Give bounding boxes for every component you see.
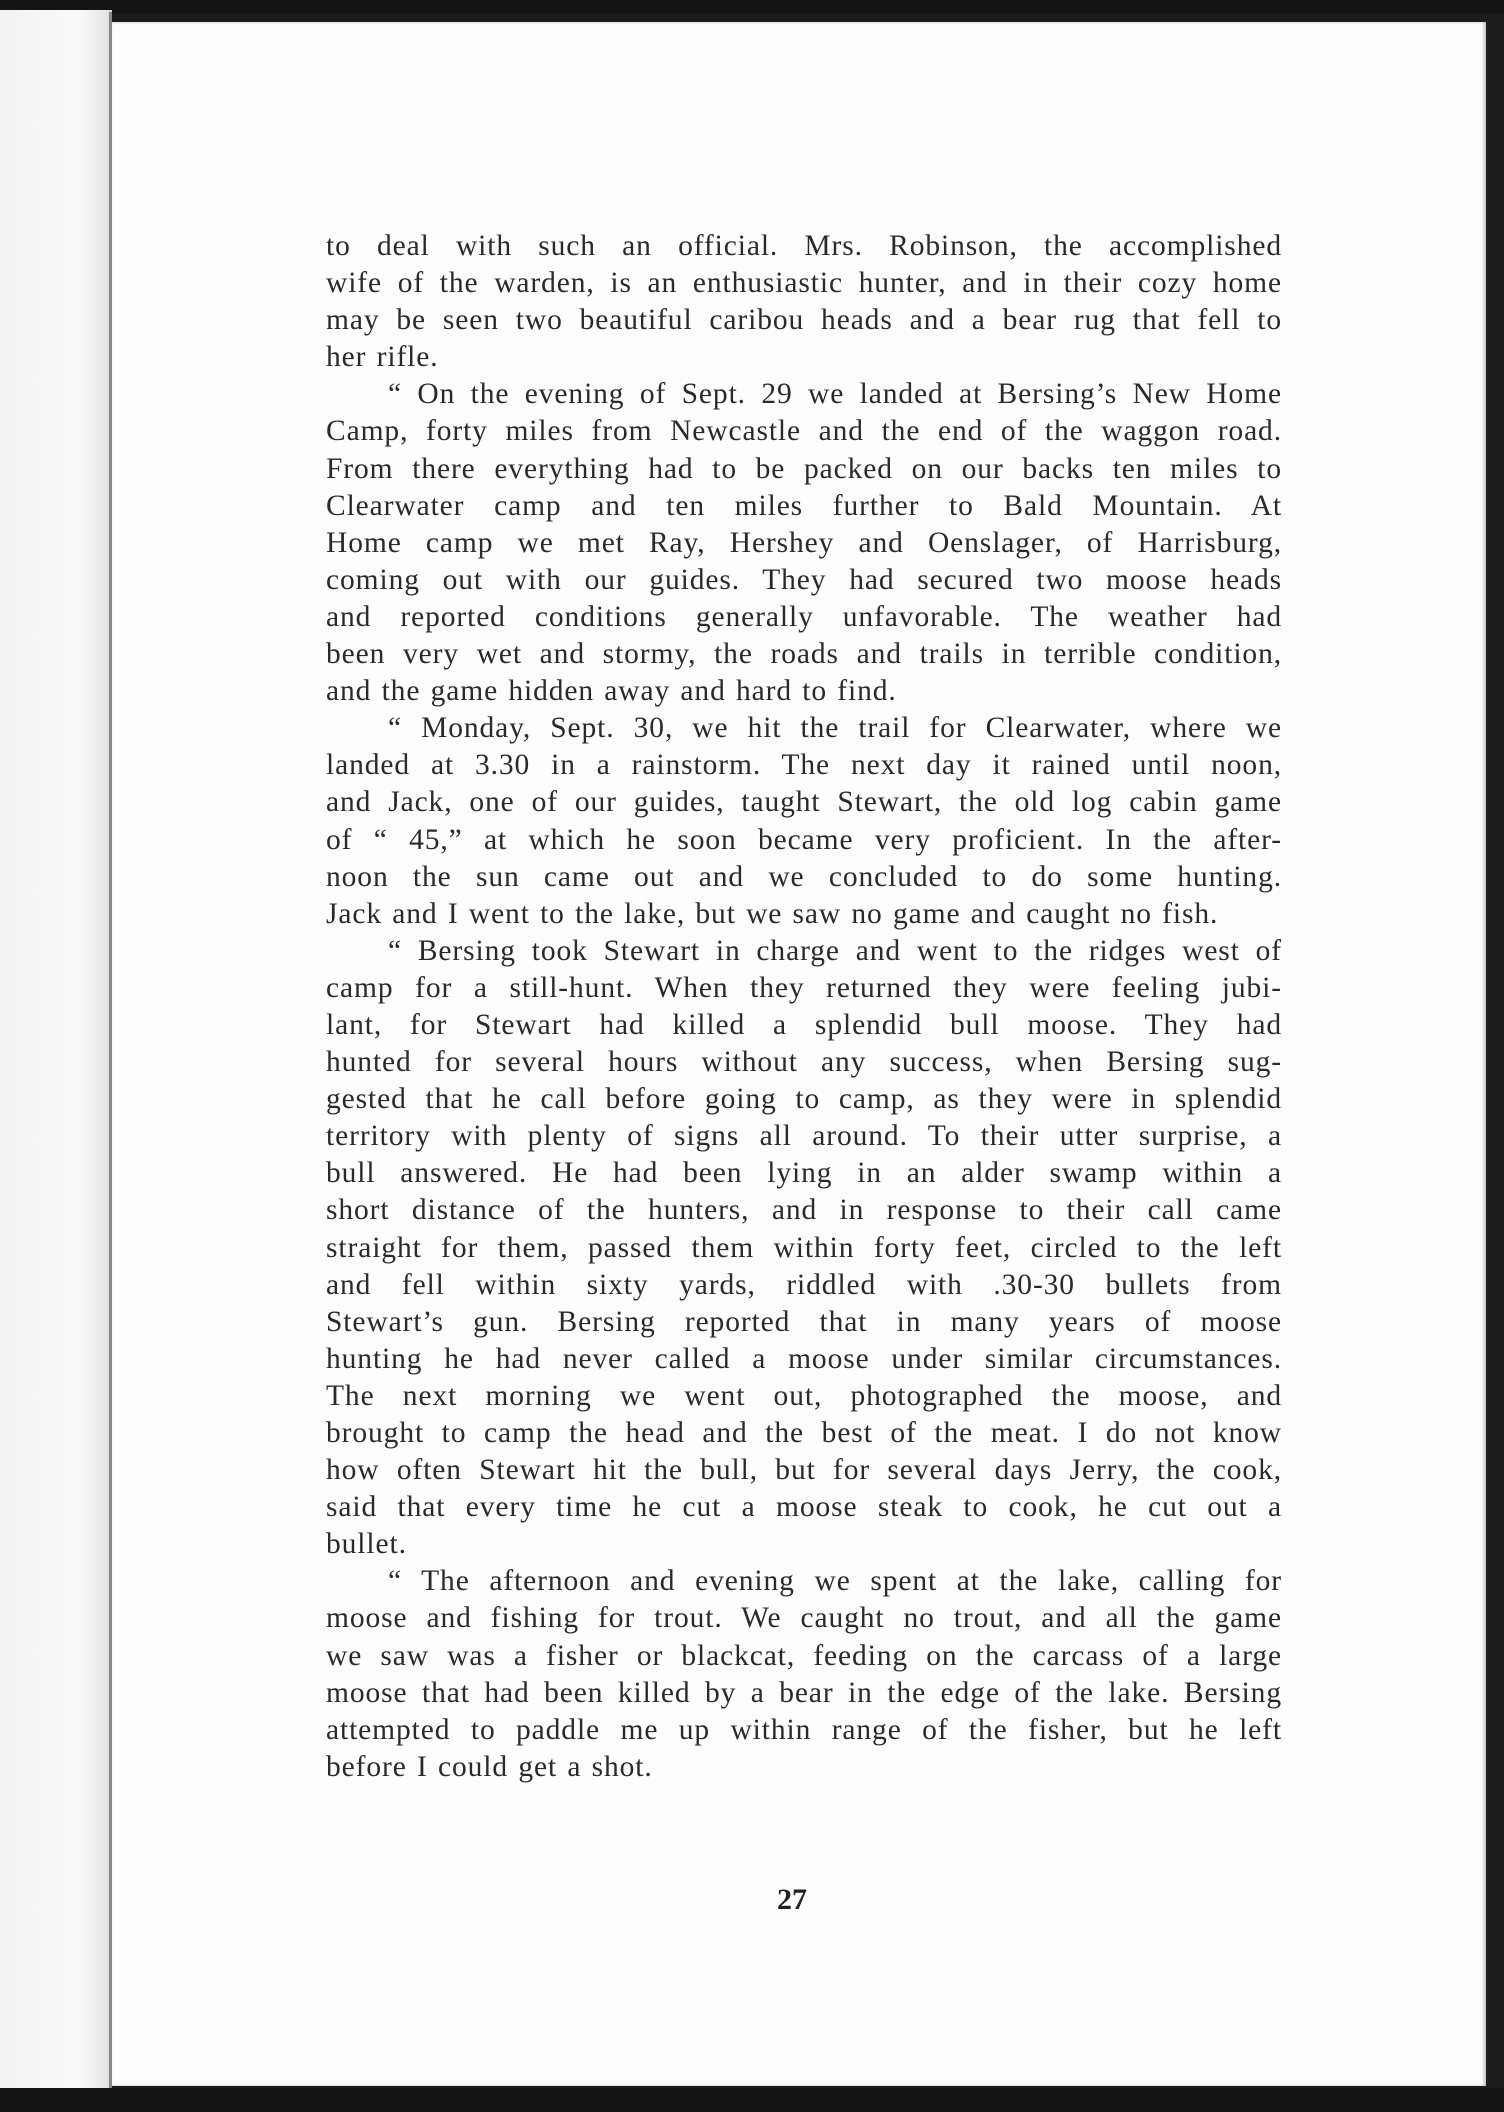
text-line: we saw was a fisher or blackcat, feeding on the carcass of a large [326,1639,1282,1672]
text-line: and the game hidden away and hard to find. [326,675,897,708]
text-line: “ The afternoon and evening we spent at the lake, calling for [388,1565,1282,1598]
text-line: Home camp we met Ray, Hershey and Oenslager, of Harrisburg, [326,526,1282,559]
text-line: camp for a still-hunt. When they returned they were feeling jubi- [326,971,1282,1004]
text-line: Stewart’s gun. Bersing reported that in many years of moose [326,1305,1282,1338]
text-line: and fell within sixty yards, riddled with .30-30 bullets from [326,1268,1282,1301]
paragraph [326,933,1282,1564]
scan-top-edge [0,0,1504,14]
text-line: and reported conditions generally unfavorable. The weather had [326,600,1282,633]
text-line: hunted for several hours without any success, when Bersing sug- [326,1046,1282,1079]
text-line: hunting he had never called a moose under similar circumstances. [326,1342,1282,1375]
text-line: From there everything had to be packed on our backs ten miles to [326,452,1282,485]
text-line: wife of the warden, is an enthusiastic hunter, and in their cozy home [326,267,1282,300]
text-line: moose that had been killed by a bear in the edge of the lake. Bersing [326,1676,1282,1709]
text-line: Jack and I went to the lake, but we saw no game and caught no fish. [326,897,1219,930]
text-line: short distance of the hunters, and in response to their call came [326,1194,1282,1227]
text-line: territory with plenty of signs all around. To their utter surprise, a [326,1120,1282,1153]
facing-page-edge [0,10,112,2100]
paragraph [326,1563,1282,1786]
text-line: said that every time he cut a moose steak to cook, he cut out a [326,1491,1282,1524]
text-line: “ Bersing took Stewart in charge and went to the ridges west of [388,934,1282,967]
text-line: straight for them, passed them within forty feet, circled to the left [326,1231,1282,1264]
text-line: Clearwater camp and ten miles further to Bald Mountain. At [326,489,1282,522]
text-line: “ Monday, Sept. 30, we hit the trail for Clearwater, where we [388,712,1282,745]
text-line: attempted to paddle me up within range of the fisher, but he left [326,1713,1282,1746]
text-line: moose and fishing for trout. We caught no trout, and all the game [326,1602,1282,1635]
text-line: “ On the evening of Sept. 29 we landed at Bersing’s New Home [388,378,1282,411]
body-text [326,228,1282,1786]
text-line: Camp, forty miles from Newcastle and the end of the waggon road. [326,415,1282,448]
text-line: bull answered. He had been lying in an alder swamp within a [326,1157,1282,1190]
text-line: before I could get a shot. [326,1750,653,1783]
text-line: coming out with our guides. They had secured two moose heads [326,563,1282,596]
text-line: brought to camp the head and the best of the meat. I do not know [326,1417,1282,1449]
paragraph [326,710,1282,933]
text-line: may be seen two beautiful caribou heads and a bear rug that fell to [326,304,1282,337]
text-line: lant, for Stewart had killed a splendid bull moose. They had [326,1008,1282,1041]
text-line: bullet. [326,1528,407,1561]
text-line: to deal with such an official. Mrs. Robinson, the accomplished [326,230,1282,262]
text-line: of “ 45,” at which he soon became very proficient. In the after- [326,823,1282,856]
paragraph [326,376,1282,710]
text-line: noon the sun came out and we concluded to do some hunting. [326,860,1282,893]
text-line: gested that he call before going to camp, as they were in splendid [326,1083,1282,1116]
text-line: been very wet and stormy, the roads and trails in terrible condition, [326,638,1282,671]
text-line: her rifle. [326,341,439,374]
scan-bottom-edge [0,2088,1504,2112]
text-line: and Jack, one of our guides, taught Stewart, the old log cabin game [326,786,1282,819]
text-line: landed at 3.30 in a rainstorm. The next day it rained until noon, [326,749,1282,782]
text-line: The next morning we went out, photographed the moose, and [326,1379,1282,1412]
page-number: 27 [777,1883,807,1916]
paragraph [326,228,1282,376]
text-line: how often Stewart hit the bull, but for several days Jerry, the cook, [326,1454,1282,1487]
